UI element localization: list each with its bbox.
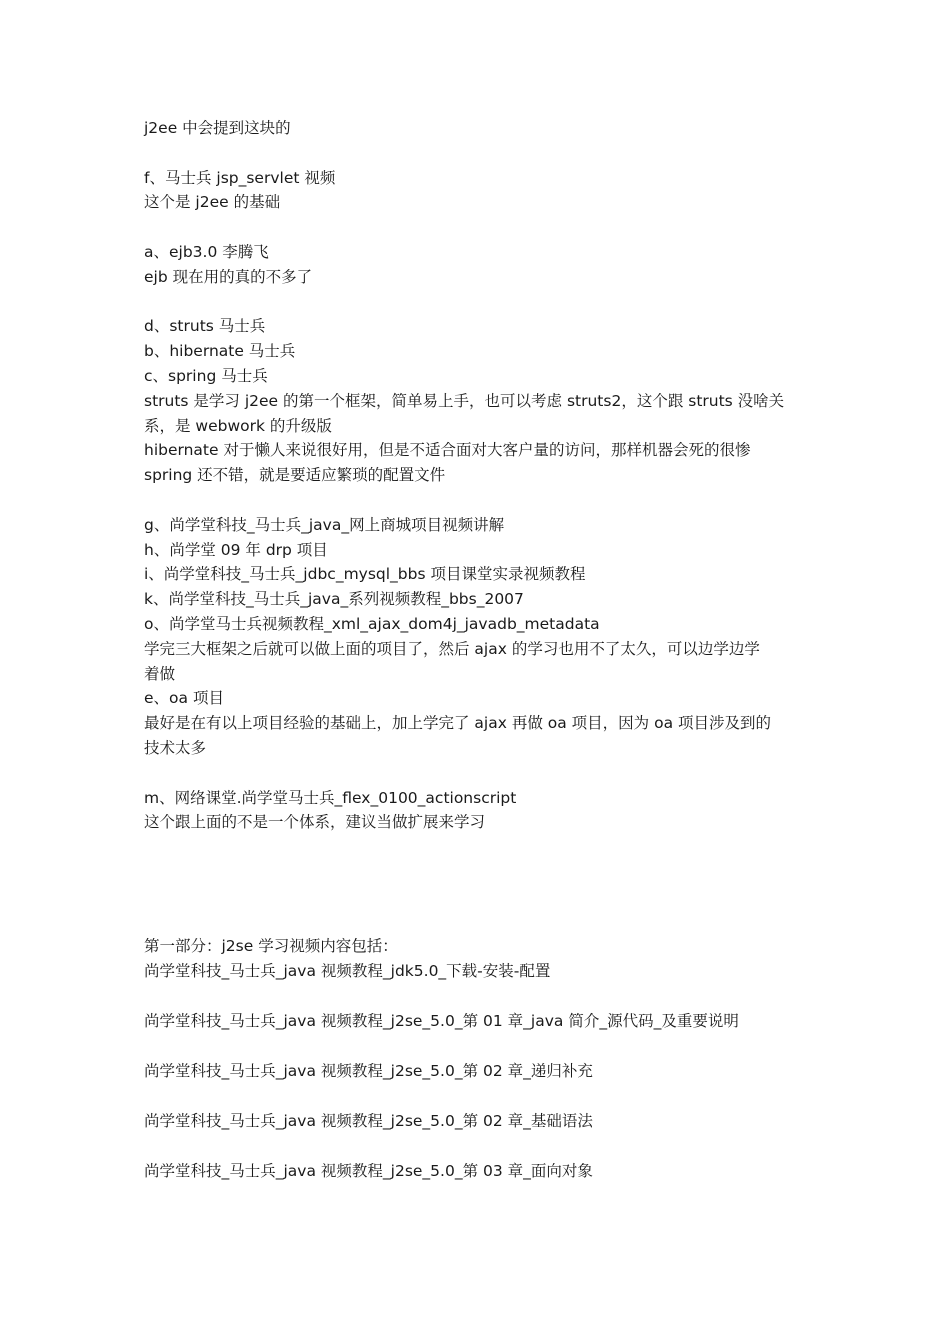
paragraph-gap [144,141,814,166]
list-item-c: c、spring 马士兵 [144,366,268,385]
text-line-j2ee-mention: j2ee 中会提到这块的 [144,119,291,137]
list-item-m: m、网络课堂.尚学堂马士兵_flex_0100_actionscript [144,788,517,807]
list-item-g: g、尚学堂科技_马士兵_java_网上商城项目视频讲解 [144,515,505,534]
note-hibernate: hibernate 对于懒人来说很好用，但是不适合面对大客户量的访问，那样机器会死的很惨 [144,441,751,460]
paragraph-gap [144,290,814,315]
note-projects-line-2: 着做 [144,664,176,683]
paragraph-gap [144,761,814,786]
section-heading-j2se: 第一部分：j2se 学习视频内容包括： [144,937,398,956]
paragraph-gap [144,1084,814,1109]
video-item-chapter-02-recursion: 尚学堂科技_马士兵_java 视频教程_j2se_5.0_第 02 章_递归补充 [144,1061,593,1080]
list-item-b: b、hibernate 马士兵 [144,342,296,361]
list-item-h: h、尚学堂 09 年 drp 项目 [144,540,328,559]
note-spring: spring 还不错，就是要适应繁琐的配置文件 [144,466,446,485]
section-gap [144,835,814,934]
paragraph-gap [144,1134,814,1159]
note-projects-line-1: 学完三大框架之后就可以做上面的项目了，然后 ajax 的学习也用不了太久，可以边学边学 [144,639,760,658]
paragraph-gap [144,488,814,513]
document-body [144,116,814,1184]
paragraph-gap [144,1034,814,1059]
list-item-o: o、尚学堂马士兵视频教程_xml_ajax_dom4j_javadb_metadata [144,614,600,633]
video-item-chapter-03: 尚学堂科技_马士兵_java 视频教程_j2se_5.0_第 03 章_面向对象 [144,1161,593,1180]
note-oa-line-1: 最好是在有以上项目经验的基础上，加上学完了 ajax 再做 oa 项目，因为 oa 项目涉及到的 [144,714,772,733]
note-a: ejb 现在用的真的不多了 [144,267,313,286]
list-item-e: e、oa 项目 [144,689,224,708]
note-oa-line-2: 技术太多 [144,738,207,757]
note-struts-line-1: struts 是学习 j2ee 的第一个框架，简单易上手，也可以考虑 struts2，这个跟 struts 没啥关 [144,391,785,410]
list-item-f: f、马士兵 jsp_servlet 视频 [144,168,336,187]
video-item-jdk-setup: 尚学堂科技_马士兵_java 视频教程_jdk5.0_下载-安装-配置 [144,961,551,980]
list-item-a: a、ejb3.0 李腾飞 [144,242,269,261]
paragraph-gap [144,984,814,1009]
paragraph-gap [144,215,814,240]
list-item-i: i、尚学堂科技_马士兵_jdbc_mysql_bbs 项目课堂实录视频教程 [144,565,586,584]
list-item-d: d、struts 马士兵 [144,317,266,336]
note-struts-line-2: 系，是 webwork 的升级版 [144,416,332,435]
video-item-chapter-02-syntax: 尚学堂科技_马士兵_java 视频教程_j2se_5.0_第 02 章_基础语法 [144,1111,593,1130]
list-item-k: k、尚学堂科技_马士兵_java_系列视频教程_bbs_2007 [144,590,524,609]
video-item-chapter-01: 尚学堂科技_马士兵_java 视频教程_j2se_5.0_第 01 章_java 简介_源代码_及重要说明 [144,1011,739,1030]
note-flex: 这个跟上面的不是一个体系，建议当做扩展来学习 [144,813,486,832]
note-f: 这个是 j2ee 的基础 [144,193,281,212]
